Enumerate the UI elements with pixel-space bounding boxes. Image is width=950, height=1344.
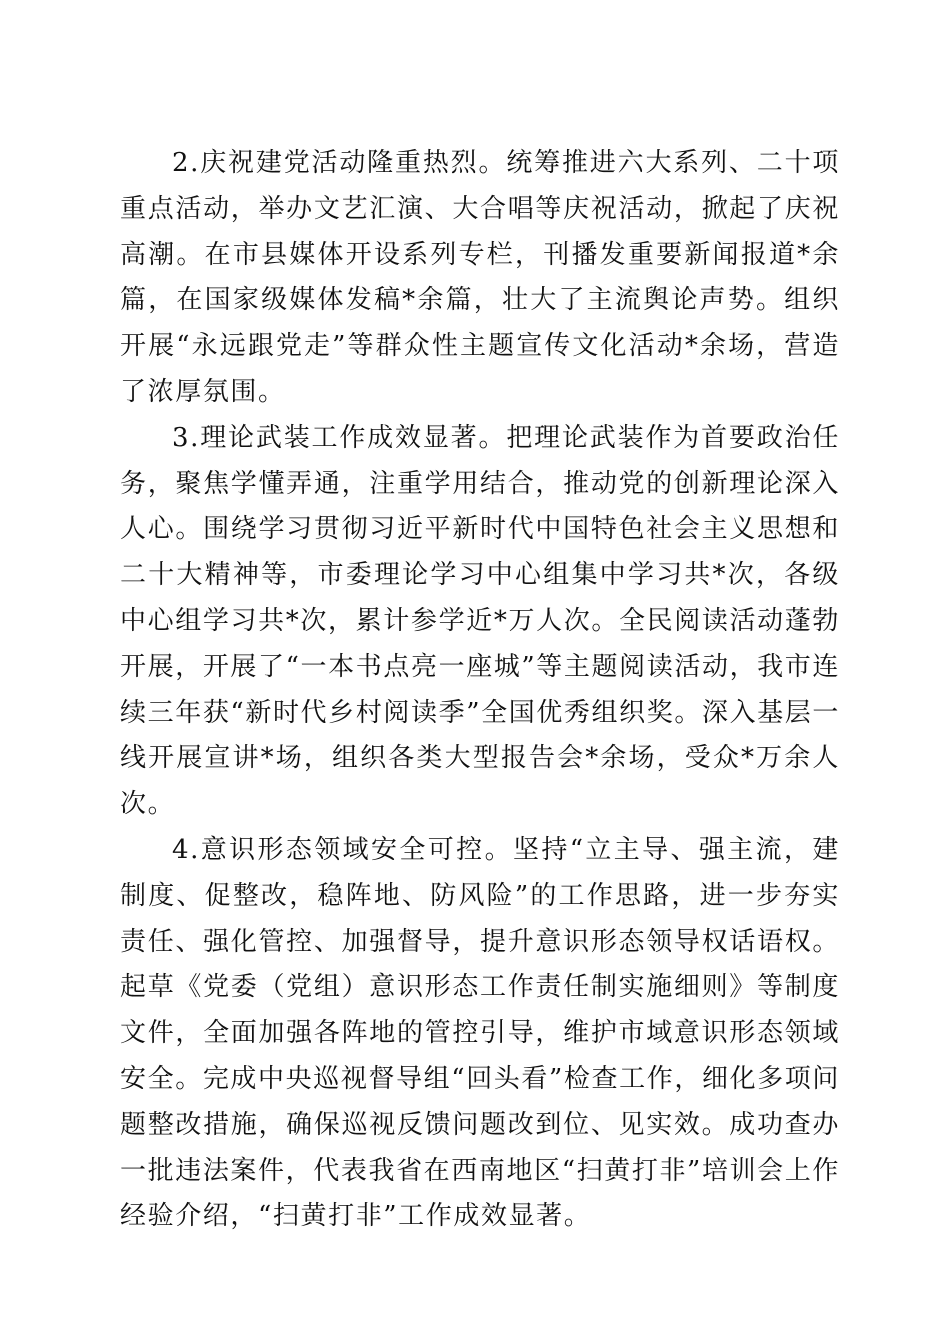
paragraph-celebration-activities: 2.庆祝建党活动隆重热烈。统筹推进六大系列、二十项重点活动，举办文艺汇演、大合唱等庆祝活动，掀起了庆祝高潮。在市县媒体开设系列专栏，刊播发重要新闻报道*余篇，在国家级媒体发稿*余篇，壮大了主流舆论声势。组织开展“永远跟党走”等群众性主题宣传文化活动*余场，营造了浓厚氛围。 — [120, 148, 840, 407]
paragraph-ideology-security: 4.意识形态领域安全可控。坚持“立主导、强主流，建制度、促整改，稳阵地、防风险”的工作思路，进一步夯实责任、强化管控、加强督导，提升意识形态领导权话语权。起草《党委（党组）意识形态工作责任制实施细则》等制度文件，全面加强各阵地的管控引导，维护市域意识形态领域安全。完成中央巡视督导组“回头看”检查工作，细化多项问题整改措施，确保巡视反馈问题改到位、见实效。成功查办一批违法案件，代表我省在西南地区“扫黄打非”培训会上作经验介绍，“扫黄打非”工作成效显著。 — [120, 834, 840, 1232]
document-body — [120, 141, 840, 1240]
paragraph-theory-study: 3.理论武装工作成效显著。把理论武装作为首要政治任务，聚焦学懂弄通，注重学用结合，推动党的创新理论深入人心。围绕学习贯彻习近平新时代中国特色社会主义思想和二十大精神等，市委理论学习中心组集中学习共*次，各级中心组学习共*次，累计参学近*万人次。全民阅读活动蓬勃开展，开展了“一本书点亮一座城”等主题阅读活动，我市连续三年获“新时代乡村阅读季”全国优秀组织奖。深入基层一线开展宣讲*场，组织各类大型报告会*余场，受众*万余人次。 — [120, 422, 840, 820]
